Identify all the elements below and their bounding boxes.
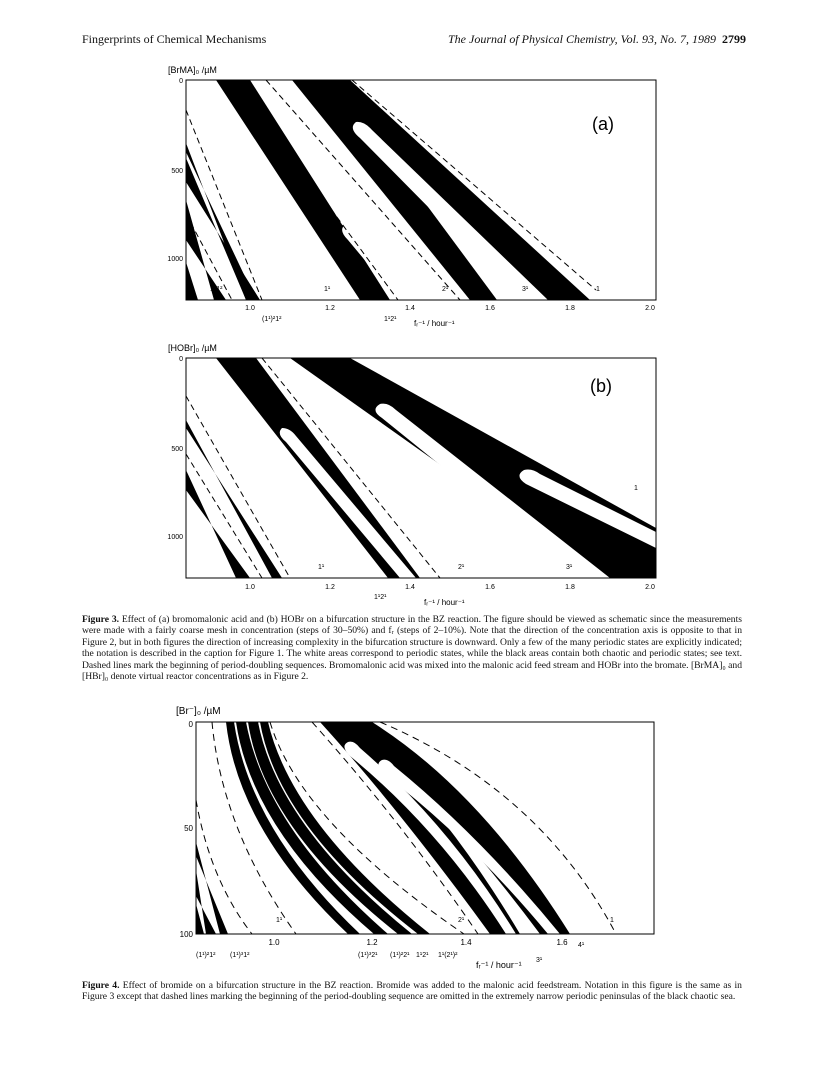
figure-3-caption-label: Figure 3. bbox=[82, 614, 120, 625]
fig3b-state-label: 3¹ bbox=[566, 564, 573, 571]
fig4-state-label: 1¹ bbox=[276, 917, 283, 924]
fig4-black-band bbox=[196, 904, 204, 934]
fig4-ytick: 50 bbox=[184, 824, 193, 833]
fig3b-black-band bbox=[186, 470, 250, 578]
fig4-xtick: 1.6 bbox=[556, 938, 568, 947]
fig3b-state-label: 1¹2¹ bbox=[374, 594, 387, 601]
fig4-xtick: 1.4 bbox=[460, 938, 472, 947]
fig3a-xtick: 1.4 bbox=[405, 305, 415, 312]
fig3a-ytick: 500 bbox=[171, 168, 183, 175]
fig3b-xtick: 1.0 bbox=[245, 584, 255, 591]
fig3a-xlabel: fᵣ⁻¹ / hour⁻¹ bbox=[414, 319, 455, 328]
fig3b-panel-label: (b) bbox=[590, 376, 612, 396]
fig3a-xtick: 1.0 bbox=[245, 305, 255, 312]
figure-3-caption bbox=[82, 614, 742, 682]
fig3a-state-label: (1¹)²1² bbox=[262, 316, 282, 323]
fig3a-xtick: 1.6 bbox=[485, 305, 495, 312]
fig4-xtick: 1.2 bbox=[366, 938, 378, 947]
fig4-state-label: 1 bbox=[610, 917, 614, 924]
fig4-state-label: 2¹ bbox=[458, 917, 465, 924]
fig3b-yticks bbox=[167, 356, 183, 541]
fig3a-black-band bbox=[186, 143, 256, 300]
fig4-regions bbox=[196, 722, 616, 934]
fig4-state-label: 3¹ bbox=[536, 957, 543, 964]
figure-3a bbox=[167, 65, 656, 328]
fig3a-regions bbox=[186, 80, 596, 300]
fig3b-xtick: 2.0 bbox=[645, 584, 655, 591]
fig3b-xticks bbox=[245, 584, 655, 591]
fig3b-state-label: 1¹ bbox=[318, 564, 325, 571]
fig3a-yticks bbox=[167, 78, 183, 263]
fig3a-state-label: 1¹1² bbox=[210, 286, 223, 293]
fig4-yticks bbox=[180, 720, 194, 939]
fig3a-ytick: 1000 bbox=[167, 256, 183, 263]
figure-4-caption bbox=[82, 980, 742, 1003]
fig4-state-label: (1¹)³1² bbox=[230, 952, 250, 959]
fig4-white-peninsula bbox=[378, 760, 560, 934]
fig3b-xtick: 1.4 bbox=[405, 584, 415, 591]
fig3b-ytick: 500 bbox=[171, 446, 183, 453]
fig3a-xticks bbox=[245, 305, 655, 312]
fig3b-state-label: 1 bbox=[634, 485, 638, 492]
fig3b-regions bbox=[186, 358, 656, 578]
fig3a-state-label: 3¹ bbox=[522, 286, 529, 293]
fig4-state-label: (1¹)²2¹ bbox=[390, 952, 410, 959]
figure-4 bbox=[176, 706, 654, 970]
fig4-ytick: 0 bbox=[188, 720, 193, 729]
fig3a-ytick: 0 bbox=[179, 78, 183, 85]
fig3a-state-label: 1¹ bbox=[324, 286, 331, 293]
fig4-state-label: (1¹)³2¹ bbox=[358, 952, 378, 959]
fig3b-xtick: 1.6 bbox=[485, 584, 495, 591]
fig3b-white-peninsula bbox=[280, 428, 416, 578]
fig3a-xtick: 2.0 bbox=[645, 305, 655, 312]
fig3a-panel-label: (a) bbox=[592, 114, 614, 134]
fig3b-state-label: 4¹ bbox=[640, 547, 647, 554]
figure-4-caption-text: Effect of bromide on a bifurcation structure in the BZ reaction. Bromide was added to the malonic acid feedstream. Notation in this figure is the same as in Figure 3 except that dashed lines marking the beginning of the period-doubling sequence are omitted in the extremely narrow periodic peninsulas of the black chaotic sea. bbox=[82, 980, 742, 1003]
fig4-xtick: 1.0 bbox=[268, 938, 280, 947]
figure-4-caption-label: Figure 4. bbox=[82, 980, 120, 991]
fig3b-xlabel: fᵣ⁻¹ / hour⁻¹ bbox=[424, 598, 465, 607]
fig4-state-label: 1¹(2¹)² bbox=[438, 952, 458, 959]
fig3a-xtick: 1.8 bbox=[565, 305, 575, 312]
fig3b-black-band bbox=[186, 420, 282, 578]
page-number: 2799 bbox=[722, 32, 746, 46]
journal-citation: The Journal of Physical Chemistry, Vol. 93, No. 7, 1989 bbox=[448, 32, 716, 46]
fig3a-state-label: 1¹2¹ bbox=[384, 316, 397, 323]
figure-3b bbox=[167, 343, 656, 607]
fig4-state-label: 1¹2¹ bbox=[416, 952, 429, 959]
fig3a-black-band bbox=[186, 158, 260, 300]
fig3b-ytick: 0 bbox=[179, 356, 183, 363]
figure-3-caption-text: Effect of (a) bromomalonic acid and (b) HOBr on a bifurcation structure in the BZ reaction. The figure should be viewed as schematic since the measurements were made with a fairly coarse mesh in concentration (steps of 30–50%) and fᵣ (steps of 2–10%). Note that the direction of the concentration axis is opposite to that in Figure 2, but in both figures the direction of increasing complexity in the bifurcation structure is downward. Only a few of the many periodic states are explicitly indicated; the notation is described in the caption for Figure 1. The white areas correspond to periodic states, while the black areas contain both chaotic and periodic states; see text. Dashed lines mark the beginning of period-doubling sequences. Bromomalonic acid was mixed into the malonic acid feed stream and HOBr into the bromate. [BrMA]₀ and [HBr]₀ denote virtual reactor concentrations as in Figure 2. bbox=[82, 614, 742, 683]
fig3b-state-label: 2¹ bbox=[458, 564, 465, 571]
fig3b-ylabel: [HOBr]₀ /µM bbox=[168, 343, 217, 353]
fig3b-xtick: 1.2 bbox=[325, 584, 335, 591]
fig3a-ylabel: [BrMA]₀ /µM bbox=[168, 65, 217, 75]
fig3a-xtick: 1.2 bbox=[325, 305, 335, 312]
running-header-title: Fingerprints of Chemical Mechanisms bbox=[82, 32, 267, 46]
fig4-xlabel: fᵣ⁻¹ / hour⁻¹ bbox=[476, 960, 522, 970]
fig3a-state-label: 2¹ bbox=[442, 286, 449, 293]
fig3a-state-label: 1 bbox=[596, 286, 600, 293]
fig4-xticks bbox=[268, 938, 568, 947]
fig3b-xtick: 1.8 bbox=[565, 584, 575, 591]
fig3a-black-band bbox=[186, 262, 198, 300]
fig3b-ytick: 1000 bbox=[167, 534, 183, 541]
fig4-ylabel: [Br⁻]₀ /µM bbox=[176, 706, 221, 717]
fig4-state-label: (1¹)²1² bbox=[196, 952, 216, 959]
fig4-black-band bbox=[196, 842, 228, 934]
fig4-ytick: 100 bbox=[179, 930, 193, 939]
fig4-state-label: 4¹ bbox=[578, 942, 585, 949]
